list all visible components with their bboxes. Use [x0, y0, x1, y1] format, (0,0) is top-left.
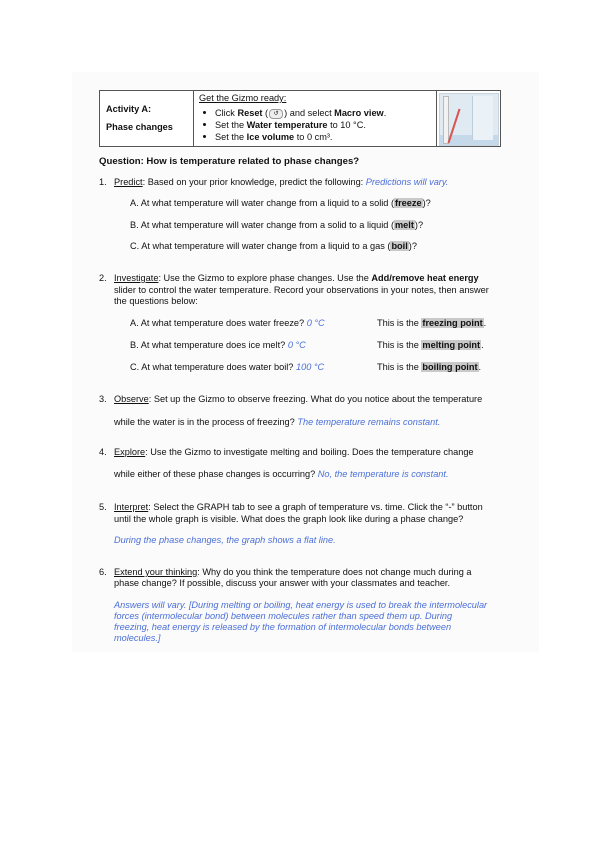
text: .: [483, 318, 487, 328]
q1-item-b: [130, 220, 423, 230]
q3-label: Observe: [114, 394, 149, 404]
reset-label: Reset: [237, 108, 263, 118]
text: : Select the GRAPH tab to see a graph of temperature vs. time. Click the “-” button: [148, 502, 483, 512]
text: while either of these phase changes is occurring?: [114, 469, 318, 479]
text: to 10 °C.: [327, 120, 366, 130]
q5-prompt-line2: until the whole graph is visible. What does the graph look like during a phase change?: [114, 514, 464, 524]
boiling-point-term: boiling point: [422, 362, 478, 372]
text: Click: [215, 108, 238, 118]
q4-answer: No, the temperature is constant.: [317, 469, 449, 479]
text: ) and select: [284, 108, 335, 118]
q5-prompt-line1: [114, 502, 483, 512]
q4-prompt-line1: [114, 447, 474, 457]
q3-number: 3.: [99, 394, 107, 404]
q6-label: Extend your thinking: [114, 567, 198, 577]
bullet-dot: [203, 135, 206, 138]
melt-term: melt: [395, 220, 414, 230]
q2c-answer: 100 °C: [295, 362, 325, 372]
q3-prompt-line2: [114, 417, 440, 427]
q2-item-b: [130, 340, 306, 350]
melting-point-term: melting point: [422, 340, 481, 350]
freeze-term: freeze: [395, 198, 422, 208]
text: : Use the Gizmo to investigate melting and boiling. Does the temperature change: [145, 447, 474, 457]
text: This is the: [377, 340, 422, 350]
q4-number: 4.: [99, 447, 107, 457]
q6-answer-line1: Answers will vary. [During melting or boiling, heat energy is used to break the intermolecular: [114, 600, 488, 610]
q2-item-b-note: [377, 340, 484, 350]
gizmo-thumbnail-image: [439, 93, 499, 146]
setup-cell: [194, 91, 437, 146]
q4-prompt-line2: [114, 469, 449, 479]
text: C. At what temperature does water boil?: [130, 362, 296, 372]
q2-number: 2.: [99, 273, 107, 283]
ice-volume-label: Ice volume: [246, 132, 295, 142]
q1-label: Predict: [114, 177, 143, 187]
thermometer-shape: [443, 96, 449, 144]
text: : Set up the Gizmo to observe freezing. What do you notice about the temperature: [148, 394, 483, 404]
text: .: [478, 362, 482, 372]
text: .: [383, 108, 387, 118]
text: : Based on your prior knowledge, predict the following:: [142, 177, 366, 187]
text: )?: [408, 241, 417, 251]
bullet-dot: [203, 123, 206, 126]
activity-title: Phase changes: [106, 122, 173, 132]
main-question: Question: How is temperature related to phase changes?: [99, 156, 360, 167]
gizmo-thumbnail-cell: [437, 91, 500, 146]
q2-item-c-note: [377, 362, 481, 372]
q2-item-a: [130, 318, 325, 328]
boil-term: boil: [391, 241, 408, 251]
activity-table: [99, 90, 501, 147]
q4-label: Explore: [114, 447, 146, 457]
q1-number: 1.: [99, 177, 107, 187]
reset-icon: ↺: [269, 109, 283, 119]
q6-answer-line3: freezing, heat energy is released by the formation of intermolecular bonds between: [114, 622, 452, 632]
q2-prompt-line1: [114, 273, 479, 283]
q2-label: Investigate: [114, 273, 159, 283]
q2-item-c: [130, 362, 324, 372]
text: .: [481, 340, 484, 350]
q6-prompt-line2: phase change? If possible, discuss your answer with your classmates and teacher.: [114, 578, 451, 588]
q6-answer-line2: forces (intermolecular bond) between molecules rather than speed them up. During: [114, 611, 453, 621]
q3-prompt-line1: [114, 394, 482, 404]
setup-heading: Get the Gizmo ready:: [199, 93, 287, 103]
activity-cell: [100, 91, 194, 146]
text: This is the: [377, 318, 422, 328]
text: B. At what temperature will water change from a solid to a liquid (: [130, 220, 395, 230]
q5-answer: During the phase changes, the graph shows a flat line.: [114, 535, 336, 545]
text: C. At what temperature will water change from a liquid to a gas (: [130, 241, 391, 251]
text: to 0 cm³.: [294, 132, 333, 142]
q2-prompt-line3: the questions below:: [114, 296, 198, 306]
text: )?: [414, 220, 424, 230]
text: Set the: [215, 132, 247, 142]
q2b-answer: 0 °C: [287, 340, 306, 350]
activity-label: Activity A:: [106, 104, 152, 114]
q5-label: Interpret: [114, 502, 149, 512]
heat-energy-label: Add/remove heat energy: [371, 273, 479, 283]
water-temperature-label: Water temperature: [246, 120, 328, 130]
beaker-shape: [472, 96, 493, 140]
text: : Use the Gizmo to explore phase changes. Use the: [158, 273, 372, 283]
macro-view-label: Macro view: [334, 108, 384, 118]
q6-number: 6.: [99, 567, 107, 577]
q1-prompt: [114, 177, 448, 187]
text: : Why do you think the temperature does not change much during a: [197, 567, 472, 577]
q2a-answer: 0 °C: [306, 318, 325, 328]
text: A. At what temperature will water change from a liquid to a solid (: [130, 198, 395, 208]
q2-item-a-note: [377, 318, 486, 328]
text: Set the: [215, 120, 247, 130]
q1-item-a: [130, 198, 431, 208]
freezing-point-term: freezing point: [422, 318, 483, 328]
q3-answer: The temperature remains constant.: [297, 417, 441, 427]
q2-prompt-line2: slider to control the water temperature. Record your observations in your notes, then answer: [114, 285, 489, 295]
text: (: [262, 108, 269, 118]
q1-answer: Predictions will vary.: [365, 177, 449, 187]
q6-prompt-line1: [114, 567, 472, 577]
q1-item-c: [130, 241, 417, 251]
text: B. At what temperature does ice melt?: [130, 340, 288, 350]
text: )?: [422, 198, 431, 208]
q5-number: 5.: [99, 502, 107, 512]
text: This is the: [377, 362, 422, 372]
q6-answer-line4: molecules.]: [114, 633, 161, 643]
text: while the water is in the process of freezing?: [114, 417, 298, 427]
text: A. At what temperature does water freeze?: [130, 318, 307, 328]
bullet-dot: [203, 111, 206, 114]
